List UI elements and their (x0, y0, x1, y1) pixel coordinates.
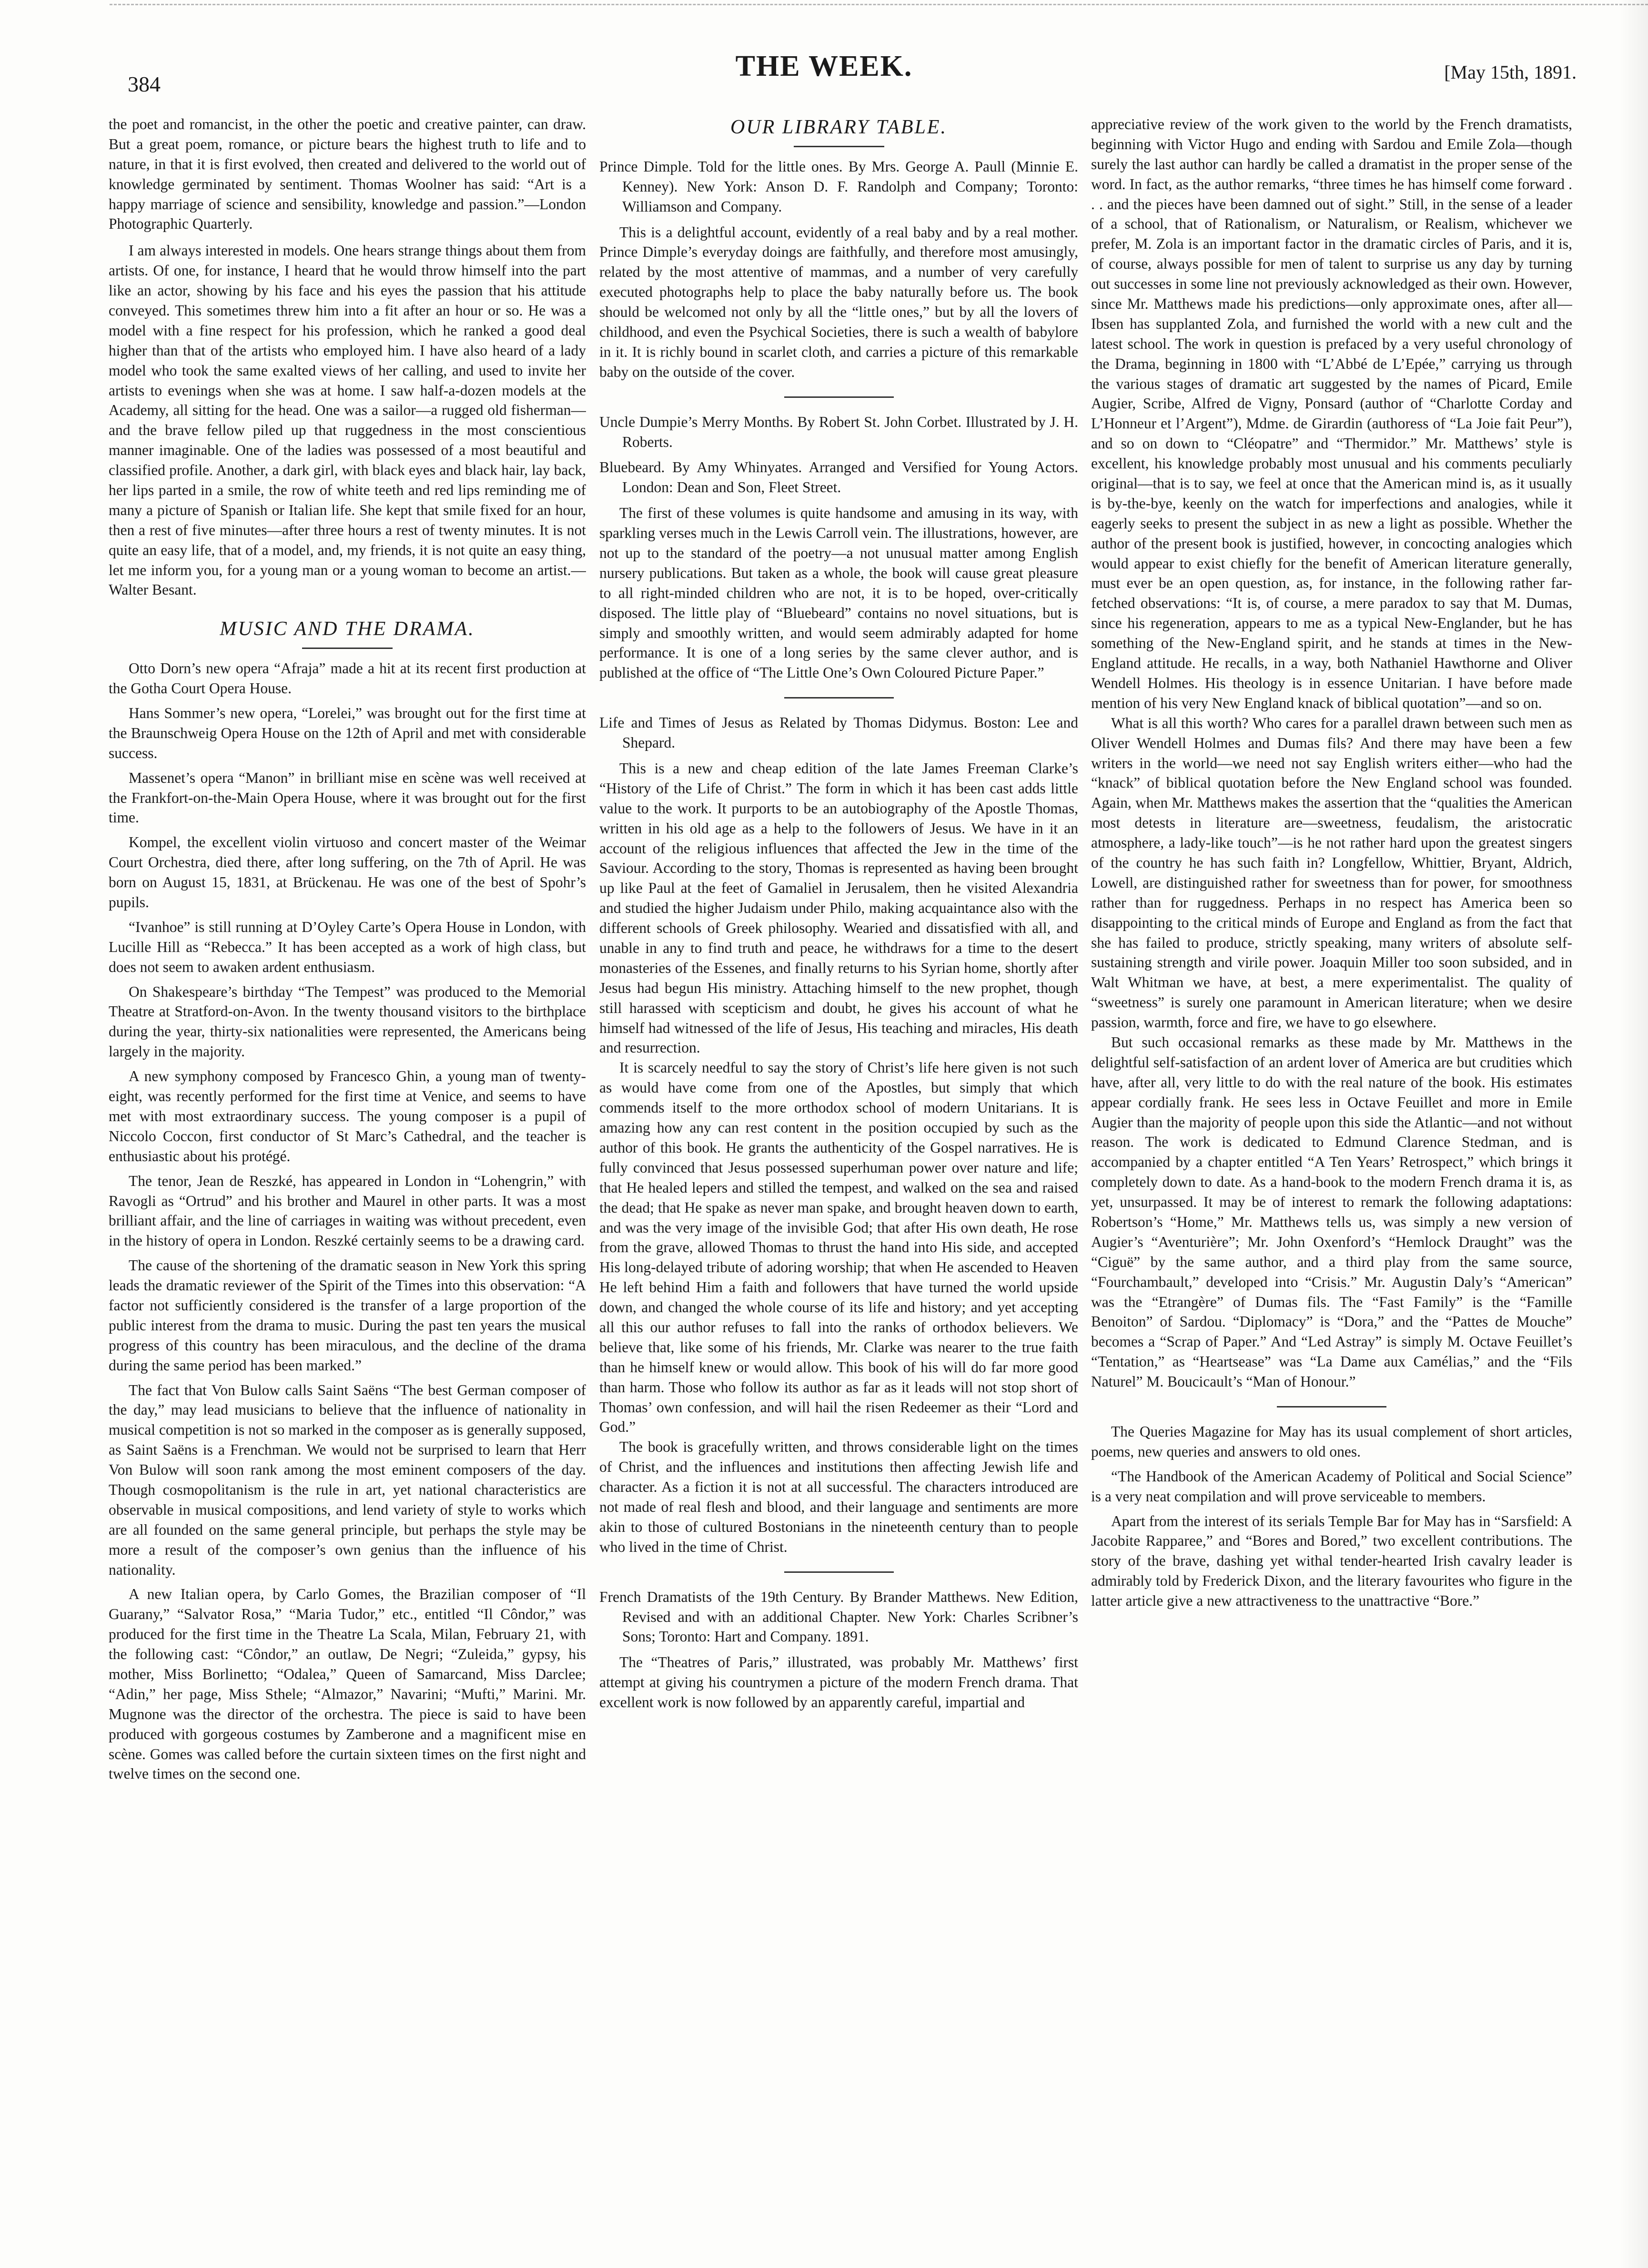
page-number: 384 (128, 72, 161, 96)
review-paragraph: The book is gracefully written, and throws considerable light on the times of Christ, and the influences and institutions then affecting Jewish life and character. As a fiction it is not at all successful. The characters introduced are not made of real flesh and blood, and their language and sentiments are more akin to those of cultured Bostonians in the nineteenth century than to people who lived in the time of Christ. (599, 1438, 1078, 1555)
article-paragraph: I am always interested in models. One hears strange things about them from artists. Of one, for instance, I heard that he would throw himself into the part like an actor, showing by his face and his eyes the passion that his attitude conveyed. This sometimes threw him into a fit after an hour or so. He was a model with a fine respect for his profession, which he ranked a good deal higher than that of the artists who employed him. I have also heard of a lady model who took the same exalted views of her calling, and used to invite her artists to evenings when she was at home. I saw half-a-dozen models at the Academy, all sitting for the head. One was a sailor—a rugged old fisherman—and the brave fellow piled up that ruggedness in the most conscientious manner imaginable. One of the ladies was possessed of a most beautiful and classified profile. Another, a dark girl, with black eyes and black hair, lay back, her lips parted in a smile, the row of white teeth and red lips reminding me of many a picture of Spanish or Italian life. She kept that smile fixed for an hour, then a rest of five minutes—after three hours a rest of twenty minutes. It is not quite an easy life, that of a model, and, my friends, it is not quite an easy thing, let me inform you, for a young man or a young woman to become an artist.—Walter Besant. (109, 242, 586, 598)
news-item: The tenor, Jean de Reszké, has appeared in London in “Lohengrin,” with Ravogli as “Ortrud” and his brother and Maurel in other parts. It was a most brilliant affair, and the line of carriages in waiting was without precedent, even in the history of opera in London. Reszké certainly seems to be a drawing card. (109, 1172, 586, 1249)
news-item: Hans Sommer’s new opera, “Lorelei,” was brought out for the first time at the Braunschweig Opera House on the 12th of April and met with considerable success. (109, 705, 586, 761)
news-item: A new symphony composed by Francesco Ghin, a young man of twenty-eight, was recently performed for the first time at Venice, and seems to have met with most extraordinary success. The young composer is a pupil of Niccolo Coccon, first conductor of St Marc’s Cathedral, and the teacher is enthusiastic about his protégé. (109, 1068, 586, 1164)
review-divider (784, 396, 894, 398)
news-item: A new Italian opera, by Carlo Gomes, the Brazilian composer of “Il Guarany,” “Salvator Rosa,” “Maria Tudor,” etc., entitled “Il Côndor,” was produced for the first time in the Theatre La Scala, Milan, February 21, with the following cast: “Côndor,” an outlaw, De Negri; “Zuleida,” gypsy, his mother, Miss Borlinetto; “Odalea,” Queen of Samarcand, Miss Darclee; “Adin,” her page, Miss Sthele; “Almazor,” Navarini; “Mufti,” Marini. Mr. Mugnone was the director of the orchestra. The piece is said to have been produced with gorgeous costumes by Zamberone and a magnificent mise en scène. Gomes was called before the curtain sixteen times on the first night and twelve times on the second one. (109, 1586, 586, 1782)
news-item: Otto Dorn’s new opera “Afraja” made a hit at its recent first production at the Gotha Court Opera House. (109, 660, 586, 697)
column-right (1091, 114, 1572, 2158)
page-shading (1619, 0, 1648, 2268)
top-border (110, 4, 1648, 5)
book-heading: Life and Times of Jesus as Related by Thomas Didymus. Boston: Lee and Shepard. (599, 714, 1078, 751)
review-paragraph: This is a delightful account, evidently of a real baby and by a real mother. Prince Dimple’s everyday doings are faithfully, and therefore most amusingly, related by the most attentive of mammas, and a number of very carefully executed photographs help to place the baby naturally before us. The book should be welcomed not only by all the “little ones,” but by all the lovers of childhood, and even the Psychical Societies, there is such a wealth of babylore in it. It is richly bound in scarlet cloth, and carries a picture of this remarkable baby on the outside of the cover. (599, 223, 1078, 380)
book-heading: Bluebeard. By Amy Whinyates. Arranged and Versified for Young Actors. London: Dean and Son, Fleet Street. (599, 459, 1078, 496)
review-paragraph: appreciative review of the work given to the world by the French dramatists, beginning with Victor Hugo and ending with Sardou and Emile Zola—though surely the last author can hardly be called a dramatist in the proper sense of the word. In fact, as the author remarks, “three times he has himself come forward . . . and the pieces have been damned out of sight.” Still, in the sense of a leader of a school, that of Rationalism, or Naturalism, or Realism, whichever we prefer, M. Zola is an important factor in the dramatic circles of Paris, and it is, of course, always possible for men of talent to surprise us any day by turning out successes in some line not previously acknowledged as their own. However, since Mr. Matthews made his predictions—only approximate ones, after all—Ibsen has supplanted Zola, and furnished the world with a new cult and the latest school. The work in question is prefaced by a very useful chronology of the Drama, beginning in 1800 with “L’Abbé de L’Epée,” carrying us through the various stages of dramatic art suggested by the names of Picard, Emile Augier, Scribe, Alfred de Vigny, Ponsard (author of “Charlotte Corday and L’Honneur et l’Argent”), Mdme. de Girardin (authoress of “La Joie fait Peur”), and so on down to “Cléopatre” and “Thermidor.” Mr. Matthews’ style is excellent, his knowledge probably most unusual and his comments peculiarly original—that is to say, we feel at once that the American mind is, as it usually is by-the-bye, keenly on the watch for imperfections and analogies, while it eagerly seeks to present the subject in as new a light as possible. Whether the author of the present book is justified, however, in concocting analogies which would appear to exist chiefly for the benefit of American literature generally, must ever be an open question, as, for instance, in the following rather far-fetched observations: “It is, of course, a mere paradox to say that M. Dumas, since his regeneration, appears to me as a typical New-Englander, but he has something of the New-England spirit, and he stands at times in the New-England attitude. He recalls, in a way, both Nathaniel Hawthorne and Oliver Wendell Holmes. His theology is in essence Unitarian. I have before made mention of his very New England knack of biblical quotation”—and so on. (1091, 116, 1572, 711)
column-left (109, 114, 586, 2158)
column-center (599, 114, 1078, 2158)
news-item: The fact that Von Bulow calls Saint Saëns “The best German composer of the day,” may lead musicians to believe that the influence of nationality in musical competition is not so marked in the composer as is generally supposed, as Saint Saëns is a Frenchman. We would not be surprised to learn that Herr Von Bulow will soon rank among the most eminent composers of the day. Though cosmopolitanism is the rule in art, yet national characteristics are observable in musical compositions, and lend variety of style to works which are all founded on the same general principle, but perhaps the style may be more a result of the composer’s own genius than the influence of his nationality. (109, 1381, 586, 1578)
book-heading: French Dramatists of the 19th Century. By Brander Matthews. New Edition, Revised and with an additional Chapter. New York: Charles Scribner’s Sons; Toronto: Hart and Company. 1891. (599, 1588, 1078, 1645)
notice-item: The Queries Magazine for May has its usual complement of short articles, poems, new queries and answers to old ones. (1091, 1423, 1572, 1460)
review-paragraph: The first of these volumes is quite handsome and amusing in its way, with sparkling verses much in the Lewis Carroll vein. The illustrations, however, are not up to the standard of the poetry—a not unusual matter among English nursery publications. But taken as a whole, the book will cause great pleasure to all right-minded children who are not, it is to be hoped, over-critically disposed. The little play of “Bluebeard” contains no novel situations, but is simply and smoothly written, and would seem admirably adapted for home performance. It is one of a long series by the same clever author, and is published at the office of “The Little One’s Own Coloured Picture Paper.” (599, 505, 1078, 681)
article-paragraph: the poet and romancist, in the other the poetic and creative painter, can draw. But a great poem, romance, or picture bears the highest truth to life and to nature, in that it is first evolved, then created and delivered to the world out of knowledge germinated by sentiment. Thomas Woolner has said: “Art is a happy marriage of science and sensibility, knowledge and passion.”—London Photographic Quarterly. (109, 116, 586, 233)
notice-item: “The Handbook of the American Academy of Political and Social Science” is a very neat compilation and will prove serviceable to members. (1091, 1468, 1572, 1505)
review-paragraph: It is scarcely needful to say the story of Christ’s life here given is not such as would have come from one of the Apostles, but simply that which commends itself to the more orthodox school of modern Unitarians. It is amazing how any can rest content in the position occupied by such as the author of this book. He grants the authenticity of the Gospel narratives. He is fully convinced that Jesus possessed superhuman power over nature and life; that He healed lepers and stilled the tempest, and walked on the sea and raised the dead; that He spake as never man spake, and brought heaven down to earth, and was the very image of the invisible God; that after His own death, He rose from the grave, allowed Thomas to thrust the hand into His side, and accepted His long-delayed tribute of adoring worship; that when He ascended to Heaven He left behind Him a faith and followers that have turned the world upside down, and changed the whole course of its life and history; and yet accepting all this our author refuses to fall into the ranks of orthodox believers. We believe that, like some of his friends, Mr. Clarke was nearer to the true faith than he himself knew or would allow. This book of his will do far more good than harm. Those who follow its author as far as it leads will not stop short of Thomas’ own confession, and will hail the risen Redeemer as their “Lord and God.” (599, 1059, 1078, 1436)
news-item: On Shakespeare’s birthday “The Tempest” was produced to the Memorial Theatre at Stratford-on-Avon. In the twenty thousand visitors to the birthplace during the year, thirty-six nationalities were represented, the Americans being largely in the majority. (109, 983, 586, 1060)
section-heading-library: OUR LIBRARY TABLE. (730, 116, 947, 138)
section-rule (794, 146, 884, 147)
news-item: Massenet’s opera “Manon” in brilliant mise en scène was well received at the Frankfort-on-the-Main Opera House, where it was brought out for the first time. (109, 769, 586, 826)
review-divider (784, 1571, 894, 1573)
review-paragraph: This is a new and cheap edition of the late James Freeman Clarke’s “History of the Life of Christ.” The form in which it has been cast adds little value to the work. It purports to be an autobiography of the Apostle Thomas, written in his old age as a help to the followers of Jesus. We have in it an account of the religious influences that affected the Jew in the time of the Saviour. According to the story, Thomas is represented as having been brought up like Paul at the feet of Gamaliel in Jerusalem, then he visited Alexandria and studied the higher Judaism under Philo, making acquaintance also with the different schools of Greek philosophy. Wearied and dissatisfied with all, and unable in any to find truth and peace, he withdraws for a time to the desert monasteries of the Essenes, and finally returns to his Syrian home, shortly after Jesus had begun His ministry. Attaching himself to the new prophet, though still harassed with scepticism and doubt, he gives his account of what he himself had witnessed of the life of Jesus, His teaching and miracles, His death and resurrection. (599, 760, 1078, 1056)
review-divider (1277, 1406, 1386, 1407)
section-heading-music: MUSIC AND THE DRAMA. (220, 618, 475, 640)
review-paragraph: The “Theatres of Paris,” illustrated, was probably Mr. Matthews’ first attempt at giving his countrymen a picture of the modern French drama. That excellent work is now followed by an apparently careful, impartial and (599, 1654, 1078, 1711)
notice-item: Apart from the interest of its serials Temple Bar for May has in “Sarsfield: A Jacobite Rapparee,” and “Bores and Bored,” two excellent contributions. The story of the brave, dashing yet withal tender-hearted Irish cavalry leader is admirably told by Frederick Dixon, and the literary favourites who figure in the latter article give a new attractiveness to the unattractive “Bore.” (1091, 1512, 1572, 1610)
review-divider (784, 697, 894, 699)
news-item: The cause of the shortening of the dramatic season in New York this spring leads the dramatic reviewer of the Spirit of the Times into this observation: “A factor not sufficiently considered is the transfer of a large proportion of the public interest from the drama to music. During the past ten years the musical progress of this country has been miraculous, and the decline of the drama during the same period has been marked.” (109, 1257, 586, 1374)
news-item: “Ivanhoe” is still running at D’Oyley Carte’s Opera House in London, with Lucille Hill as “Rebecca.” It has been accepted as a work of high class, but does not seem to awaken ardent enthusiasm. (109, 918, 586, 975)
book-heading: Prince Dimple. Told for the little ones. By Mrs. George A. Paull (Minnie E. Kenney). New York: Anson D. F. Randolph and Company; Toronto: Williamson and Company. (599, 158, 1078, 215)
review-paragraph: But such occasional remarks as these made by Mr. Matthews in the delightful self-satisfaction of an ardent lover of America are but crudities which have, after all, very little to do with the real nature of the book. His estimates appear cordially frank. He sees less in Octave Feuillet and more in Emile Augier than the majority of people upon this side the Atlantic—and not without reason. The work is dedicated to Edmund Clarence Stedman, and is accompanied by a chapter entitled “A Ten Years’ Retrospect,” which brings it completely down to date. As a hand-book to the modern French drama it is, as yet, unsurpassed. It may be of interest to remark the following adaptations: Robertson’s “Home,” Mr. Matthews tells us, was simply a new version of Augier’s “Aventurière”; Mr. John Oxenford’s “Hemlock Draught” was the “Ciguë” by the same author, and a third play from the same source, “Fourchambault,” developed into “Crisis.” Mr. Augustin Daly’s “American” was the “Etrangère” of Dumas fils. The “Fast Family” is the “Famille Benoiton” of Sardou. “Diplomacy” is “Dora,” and the “Pattes de Mouche” becomes a “Scrap of Paper.” And “Led Astray” is simply M. Octave Feuillet’s “Tentation,” as “Heartsease” was “La Dame aux Camélias,” and the “Fils Naturel” M. Boucicault’s “Man of Honour.” (1091, 1033, 1572, 1390)
review-paragraph: What is all this worth? Who cares for a parallel drawn between such men as Oliver Wendell Holmes and Dumas fils? And there may have been a few writers in the world—we need not say English writers either—who had the “knack” of biblical quotation before the New England school was founded. Again, when Mr. Matthews makes the assertion that the “qualities the American most detests in literature are—sweetness, feudalism, the aristocratic atmosphere, a lady-like touch”—is he not rather hard upon the greatest singers of the country he has such faith in? Longfellow, Whittier, Bryant, Aldrich, Lowell, are distinguished rather for sweetness than for power, for smoothness rather than for ruggedness. Perhaps in no respect has America been so disappointing to the critical minds of Europe and England as from the fact that she has failed to produce, strictly speaking, many writers of absolute self-sustaining strength and virile power. Joaquin Miller too soon subsided, and in Walt Whitman we have, at best, a mere experimentalist. The quality of “sweetness” is surely one paramount in American literature; when we desire passion, warmth, force and fire, we have to go elsewhere. (1091, 714, 1572, 1031)
page-header (0, 42, 1648, 94)
masthead-title: THE WEEK. (735, 50, 913, 82)
issue-date: [May 15th, 1891. (1444, 61, 1577, 83)
book-heading: Uncle Dumpie’s Merry Months. By Robert St. John Corbet. Illustrated by J. H. Roberts. (599, 413, 1078, 450)
section-rule (302, 648, 393, 649)
news-item: Kompel, the excellent violin virtuoso and concert master of the Weimar Court Orchestra, died there, after long suffering, on the 7th of April. He was born on August 15, 1831, at Brückenau. He was one of the best of Spohr’s pupils. (109, 834, 586, 911)
